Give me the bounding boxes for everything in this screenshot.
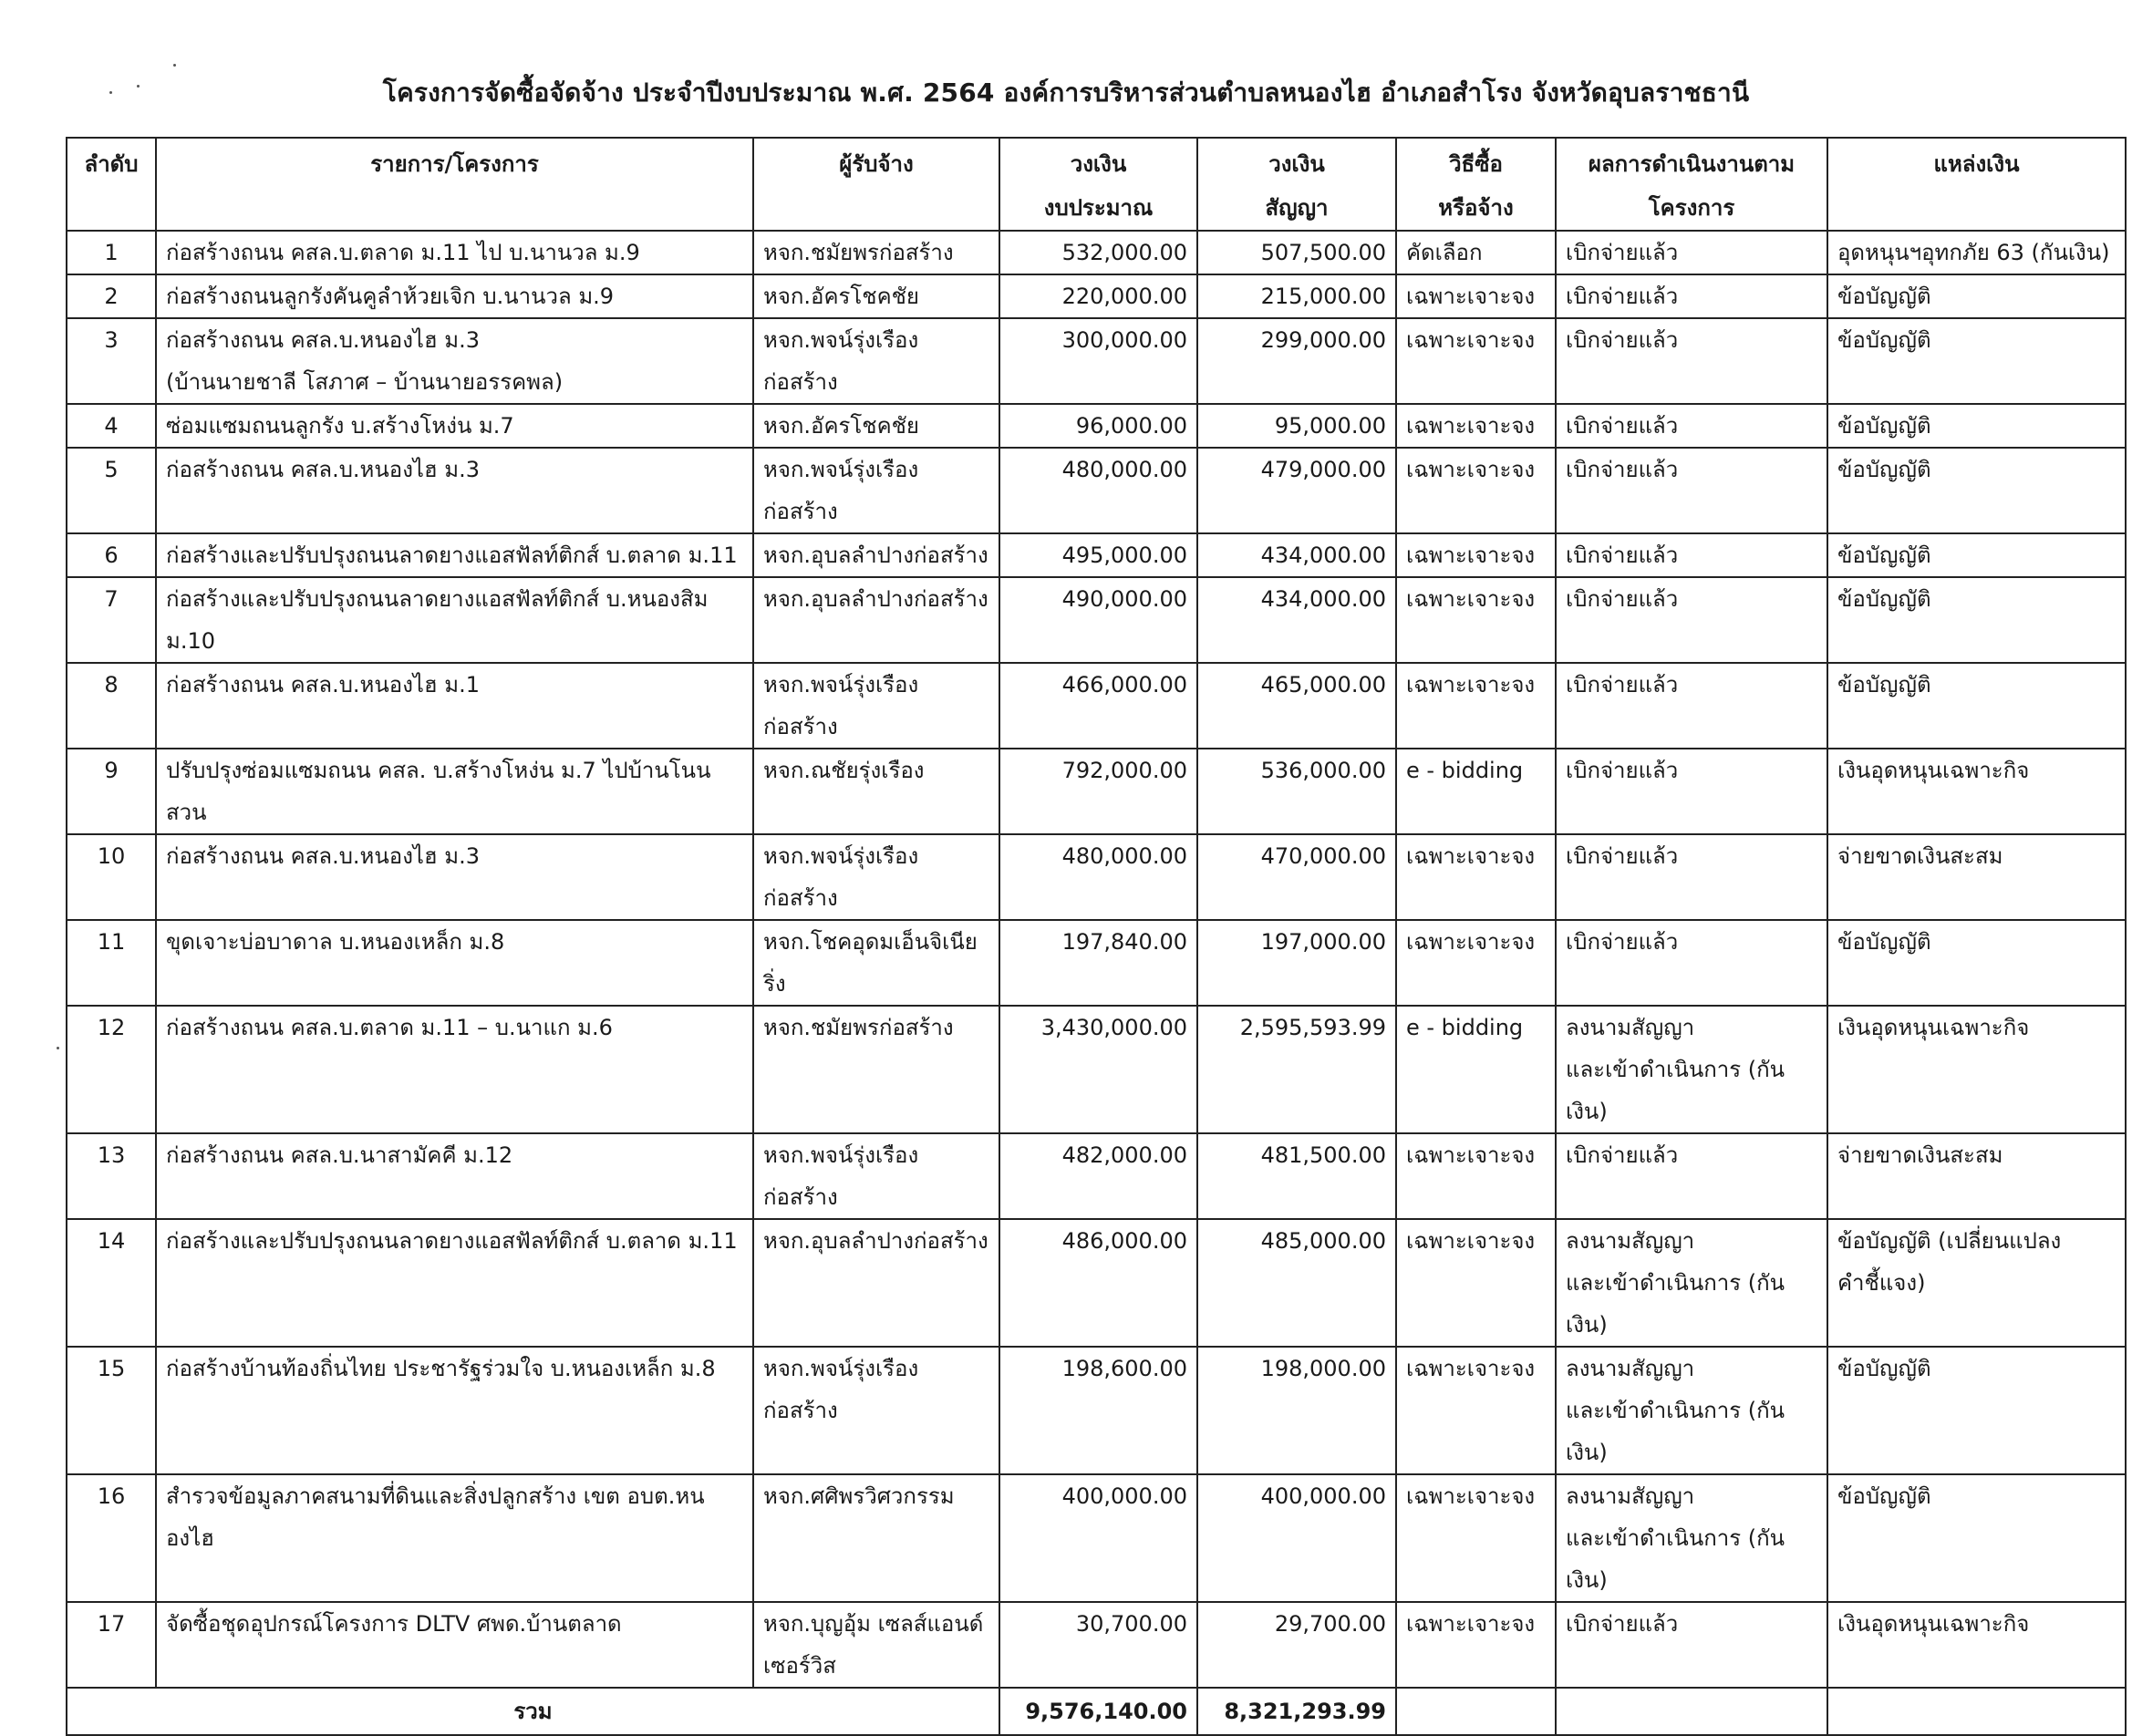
cell-no: 1 <box>67 231 156 274</box>
cell-no: 9 <box>67 749 156 834</box>
cell-method: เฉพาะเจาะจง <box>1396 834 1556 920</box>
total-label: รวม <box>67 1688 999 1735</box>
cell-no: 14 <box>67 1219 156 1347</box>
cell-no: 2 <box>67 274 156 318</box>
cell-contractor: หจก.พจน์รุ่งเรืองก่อสร้าง <box>753 448 999 533</box>
cell-result: เบิกจ่ายแล้ว <box>1556 533 1827 577</box>
table-row <box>67 1474 2126 1602</box>
total-contract: 8,321,293.99 <box>1197 1688 1396 1735</box>
cell-contract: 198,000.00 <box>1197 1347 1396 1474</box>
scan-speck <box>137 85 140 88</box>
cell-no: 10 <box>67 834 156 920</box>
cell-method: เฉพาะเจาะจง <box>1396 1133 1556 1219</box>
table-row <box>67 1602 2126 1688</box>
cell-source: ข้อบัญญัติ <box>1827 404 2126 448</box>
cell-source: ข้อบัญญัติ <box>1827 663 2126 749</box>
cell-budget: 30,700.00 <box>999 1602 1197 1688</box>
cell-contract: 434,000.00 <box>1197 577 1396 663</box>
table-body <box>67 231 2126 1688</box>
cell-no: 6 <box>67 533 156 577</box>
cell-project: ก่อสร้างและปรับปรุงถนนลาดยางแอสฟัลท์ติกส์ บ.ตลาด ม.11 <box>156 533 753 577</box>
table-row <box>67 533 2126 577</box>
cell-contractor: หจก.พจน์รุ่งเรืองก่อสร้าง <box>753 1347 999 1474</box>
cell-source: ข้อบัญญัติ <box>1827 448 2126 533</box>
cell-contractor: หจก.บุญอุ้ม เซลส์แอนด์ เซอร์วิส <box>753 1602 999 1688</box>
table-row <box>67 1219 2126 1347</box>
cell-no: 11 <box>67 920 156 1006</box>
cell-budget: 198,600.00 <box>999 1347 1197 1474</box>
header-contract: วงเงิน สัญญา <box>1197 138 1396 231</box>
table-row <box>67 1133 2126 1219</box>
table-row <box>67 577 2126 663</box>
cell-project: ก่อสร้างถนน คสล.บ.ตลาด ม.11 – บ.นาแก ม.6 <box>156 1006 753 1133</box>
cell-method: เฉพาะเจาะจง <box>1396 920 1556 1006</box>
cell-source: ข้อบัญญัติ (เปลี่ยนแปลง คำชี้แจง) <box>1827 1219 2126 1347</box>
cell-method: เฉพาะเจาะจง <box>1396 318 1556 404</box>
cell-project: ปรับปรุงซ่อมแซมถนน คสล. บ.สร้างโหง่น ม.7 ไปบ้านโนนสวน <box>156 749 753 834</box>
total-empty-method <box>1396 1688 1556 1735</box>
cell-source: เงินอุดหนุนเฉพาะกิจ <box>1827 1006 2126 1133</box>
table-row <box>67 318 2126 404</box>
cell-method: เฉพาะเจาะจง <box>1396 533 1556 577</box>
table-row <box>67 834 2126 920</box>
cell-no: 17 <box>67 1602 156 1688</box>
cell-source: ข้อบัญญัติ <box>1827 577 2126 663</box>
table-row <box>67 404 2126 448</box>
cell-method: เฉพาะเจาะจง <box>1396 448 1556 533</box>
cell-contract: 465,000.00 <box>1197 663 1396 749</box>
cell-result: เบิกจ่ายแล้ว <box>1556 274 1827 318</box>
cell-contractor: หจก.ณชัยรุ่งเรือง <box>753 749 999 834</box>
cell-result: ลงนามสัญญา และเข้าดำเนินการ (กันเงิน) <box>1556 1006 1827 1133</box>
cell-method: เฉพาะเจาะจง <box>1396 1219 1556 1347</box>
procurement-table <box>66 137 2127 1736</box>
cell-contractor: หจก.อัครโชคชัย <box>753 404 999 448</box>
cell-contract: 95,000.00 <box>1197 404 1396 448</box>
cell-contract: 507,500.00 <box>1197 231 1396 274</box>
cell-method: เฉพาะเจาะจง <box>1396 1602 1556 1688</box>
cell-method: คัดเลือก <box>1396 231 1556 274</box>
header-source: แหล่งเงิน <box>1827 138 2126 231</box>
cell-no: 5 <box>67 448 156 533</box>
cell-contract: 197,000.00 <box>1197 920 1396 1006</box>
cell-contractor: หจก.พจน์รุ่งเรืองก่อสร้าง <box>753 1133 999 1219</box>
cell-budget: 792,000.00 <box>999 749 1197 834</box>
cell-source: ข้อบัญญัติ <box>1827 533 2126 577</box>
cell-method: e - bidding <box>1396 749 1556 834</box>
cell-no: 8 <box>67 663 156 749</box>
table-header-row <box>67 138 2126 231</box>
cell-budget: 482,000.00 <box>999 1133 1197 1219</box>
cell-result: ลงนามสัญญา และเข้าดำเนินการ (กันเงิน) <box>1556 1347 1827 1474</box>
cell-budget: 3,430,000.00 <box>999 1006 1197 1133</box>
cell-contract: 2,595,593.99 <box>1197 1006 1396 1133</box>
cell-project: ก่อสร้างถนนลูกรังคันคูลำห้วยเจิก บ.นานวล ม.9 <box>156 274 753 318</box>
cell-project: ก่อสร้างถนน คสล.บ.หนองไฮ ม.1 <box>156 663 753 749</box>
cell-budget: 300,000.00 <box>999 318 1197 404</box>
cell-no: 4 <box>67 404 156 448</box>
cell-source: ข้อบัญญัติ <box>1827 274 2126 318</box>
total-empty-source <box>1827 1688 2126 1735</box>
cell-budget: 197,840.00 <box>999 920 1197 1006</box>
cell-source: ข้อบัญญัติ <box>1827 920 2126 1006</box>
cell-budget: 220,000.00 <box>999 274 1197 318</box>
cell-contract: 479,000.00 <box>1197 448 1396 533</box>
cell-project: ขุดเจาะบ่อบาดาล บ.หนองเหล็ก ม.8 <box>156 920 753 1006</box>
cell-contract: 470,000.00 <box>1197 834 1396 920</box>
cell-contractor: หจก.ชมัยพรก่อสร้าง <box>753 1006 999 1133</box>
cell-budget: 532,000.00 <box>999 231 1197 274</box>
cell-result: ลงนามสัญญา และเข้าดำเนินการ (กันเงิน) <box>1556 1474 1827 1602</box>
cell-method: e - bidding <box>1396 1006 1556 1133</box>
header-no: ลำดับ <box>67 138 156 231</box>
cell-contract: 434,000.00 <box>1197 533 1396 577</box>
cell-contractor: หจก.พจน์รุ่งเรืองก่อสร้าง <box>753 663 999 749</box>
cell-contract: 536,000.00 <box>1197 749 1396 834</box>
cell-contractor: หจก.ศศิพรวิศวกรรม <box>753 1474 999 1602</box>
cell-contractor: หจก.พจน์รุ่งเรืองก่อสร้าง <box>753 318 999 404</box>
cell-contractor: หจก.อุบลลำปางก่อสร้าง <box>753 533 999 577</box>
cell-contract: 29,700.00 <box>1197 1602 1396 1688</box>
total-row <box>67 1688 2126 1735</box>
cell-source: ข้อบัญญัติ <box>1827 1474 2126 1602</box>
header-method: วิธีซื้อ หรือจ้าง <box>1396 138 1556 231</box>
total-budget: 9,576,140.00 <box>999 1688 1197 1735</box>
cell-budget: 490,000.00 <box>999 577 1197 663</box>
cell-project: ก่อสร้างถนน คสล.บ.นาสามัคคี ม.12 <box>156 1133 753 1219</box>
cell-contractor: หจก.อุบลลำปางก่อสร้าง <box>753 577 999 663</box>
cell-result: เบิกจ่ายแล้ว <box>1556 448 1827 533</box>
cell-contract: 299,000.00 <box>1197 318 1396 404</box>
header-result: ผลการดำเนินงานตาม โครงการ <box>1556 138 1827 231</box>
table-row <box>67 1347 2126 1474</box>
cell-source: จ่ายขาดเงินสะสม <box>1827 1133 2126 1219</box>
cell-method: เฉพาะเจาะจง <box>1396 404 1556 448</box>
cell-project: ก่อสร้างถนน คสล.บ.หนองไฮ ม.3 <box>156 834 753 920</box>
cell-source: ข้อบัญญัติ <box>1827 318 2126 404</box>
cell-result: เบิกจ่ายแล้ว <box>1556 231 1827 274</box>
cell-source: เงินอุดหนุนเฉพาะกิจ <box>1827 749 2126 834</box>
cell-result: เบิกจ่ายแล้ว <box>1556 749 1827 834</box>
cell-no: 7 <box>67 577 156 663</box>
table-row <box>67 920 2126 1006</box>
table-row <box>67 1006 2126 1133</box>
cell-project: ก่อสร้างบ้านท้องถิ่นไทย ประชารัฐร่วมใจ บ.หนองเหล็ก ม.8 <box>156 1347 753 1474</box>
cell-source: เงินอุดหนุนเฉพาะกิจ <box>1827 1602 2126 1688</box>
cell-method: เฉพาะเจาะจง <box>1396 1474 1556 1602</box>
cell-budget: 486,000.00 <box>999 1219 1197 1347</box>
cell-no: 12 <box>67 1006 156 1133</box>
cell-result: เบิกจ่ายแล้ว <box>1556 663 1827 749</box>
cell-source: จ่ายขาดเงินสะสม <box>1827 834 2126 920</box>
page-title: โครงการจัดซื้อจัดจ้าง ประจำปีงบประมาณ พ.ศ. 2564 องค์การบริหารส่วนตำบลหนองไฮ อำเภอสำโรง จังหวัดอุบลราชธานี <box>382 78 1750 108</box>
header-budget: วงเงิน งบประมาณ <box>999 138 1197 231</box>
cell-budget: 495,000.00 <box>999 533 1197 577</box>
cell-project: ก่อสร้างและปรับปรุงถนนลาดยางแอสฟัลท์ติกส์ บ.ตลาด ม.11 <box>156 1219 753 1347</box>
cell-result: เบิกจ่ายแล้ว <box>1556 1602 1827 1688</box>
cell-no: 16 <box>67 1474 156 1602</box>
cell-result: เบิกจ่ายแล้ว <box>1556 318 1827 404</box>
total-empty-result <box>1556 1688 1827 1735</box>
cell-contract: 215,000.00 <box>1197 274 1396 318</box>
cell-project: ก่อสร้างถนน คสล.บ.หนองไฮ ม.3 (บ้านนายชาลี โสภาศ – บ้านนายอรรคพล) <box>156 318 753 404</box>
cell-budget: 96,000.00 <box>999 404 1197 448</box>
cell-project: ก่อสร้างถนน คสล.บ.หนองไฮ ม.3 <box>156 448 753 533</box>
cell-no: 3 <box>67 318 156 404</box>
scan-speck <box>57 1047 59 1049</box>
scan-speck <box>109 91 112 94</box>
cell-contract: 400,000.00 <box>1197 1474 1396 1602</box>
cell-source: อุดหนุนฯอุทกภัย 63 (กันเงิน) <box>1827 231 2126 274</box>
table-row <box>67 749 2126 834</box>
cell-contractor: หจก.อุบลลำปางก่อสร้าง <box>753 1219 999 1347</box>
cell-contract: 485,000.00 <box>1197 1219 1396 1347</box>
cell-result: เบิกจ่ายแล้ว <box>1556 404 1827 448</box>
table-row <box>67 231 2126 274</box>
cell-project: ซ่อมแซมถนนลูกรัง บ.สร้างโหง่น ม.7 <box>156 404 753 448</box>
cell-method: เฉพาะเจาะจง <box>1396 663 1556 749</box>
cell-contractor: หจก.พจน์รุ่งเรืองก่อสร้าง <box>753 834 999 920</box>
cell-method: เฉพาะเจาะจง <box>1396 274 1556 318</box>
cell-project: ก่อสร้างและปรับปรุงถนนลาดยางแอสฟัลท์ติกส์ บ.หนองสิม ม.10 <box>156 577 753 663</box>
header-project: รายการ/โครงการ <box>156 138 753 231</box>
scan-speck <box>173 64 176 67</box>
cell-contractor: หจก.อัครโชคชัย <box>753 274 999 318</box>
cell-budget: 480,000.00 <box>999 448 1197 533</box>
table-row <box>67 274 2126 318</box>
cell-no: 15 <box>67 1347 156 1474</box>
table-row <box>67 448 2126 533</box>
cell-no: 13 <box>67 1133 156 1219</box>
header-contractor: ผู้รับจ้าง <box>753 138 999 231</box>
cell-result: ลงนามสัญญา และเข้าดำเนินการ (กันเงิน) <box>1556 1219 1827 1347</box>
cell-budget: 480,000.00 <box>999 834 1197 920</box>
cell-project: สำรวจข้อมูลภาคสนามที่ดินและสิ่งปลูกสร้าง เขต อบต.หนองไฮ <box>156 1474 753 1602</box>
cell-contractor: หจก.ชมัยพรก่อสร้าง <box>753 231 999 274</box>
cell-budget: 400,000.00 <box>999 1474 1197 1602</box>
cell-result: เบิกจ่ายแล้ว <box>1556 834 1827 920</box>
table-row <box>67 663 2126 749</box>
cell-project: จัดซื้อชุดอุปกรณ์โครงการ DLTV ศพด.บ้านตลาด <box>156 1602 753 1688</box>
cell-result: เบิกจ่ายแล้ว <box>1556 1133 1827 1219</box>
cell-method: เฉพาะเจาะจง <box>1396 577 1556 663</box>
cell-project: ก่อสร้างถนน คสล.บ.ตลาด ม.11 ไป บ.นานวล ม.9 <box>156 231 753 274</box>
cell-result: เบิกจ่ายแล้ว <box>1556 577 1827 663</box>
cell-contract: 481,500.00 <box>1197 1133 1396 1219</box>
cell-method: เฉพาะเจาะจง <box>1396 1347 1556 1474</box>
cell-budget: 466,000.00 <box>999 663 1197 749</box>
cell-result: เบิกจ่ายแล้ว <box>1556 920 1827 1006</box>
cell-contractor: หจก.โชคอุดมเอ็นจิเนียริ่ง <box>753 920 999 1006</box>
cell-source: ข้อบัญญัติ <box>1827 1347 2126 1474</box>
